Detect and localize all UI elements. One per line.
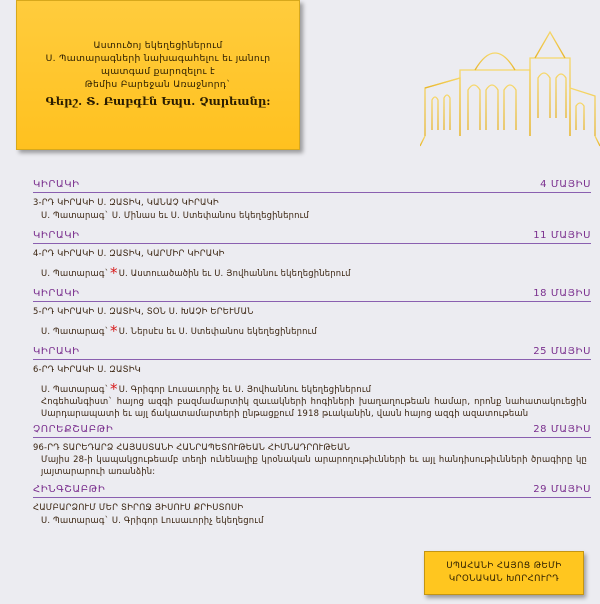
section-header <box>33 178 591 193</box>
schedule-content <box>33 178 591 526</box>
date-label: 4 ՄԱՅԻՍ <box>540 179 591 190</box>
section-subtitle: 6-ՐԴ ԿԻՐԱԿԻ Ս. ԶԱՏԻԿ <box>33 364 142 374</box>
service-label: Ս. Պատարագ` <box>41 326 109 336</box>
date-label: 11 ՄԱՅԻՍ <box>533 230 591 241</box>
service-line <box>33 264 591 282</box>
asterisk-icon: * <box>110 264 118 282</box>
service-label: Ս. Պատարագ` <box>41 210 109 220</box>
service-location: Ս. Ներսէս եւ Ս. Ստեփանոս եկեղեցիներում <box>118 326 317 336</box>
footer-line-1: ՍՊԱՀԱՆԻ ՀԱՅՈՑ ԹԵՄԻ <box>446 561 562 571</box>
footer-line-2: ԿՐՕՆԱԿԱՆ ԽՈՐՀՈՒՐԴ <box>448 574 560 584</box>
section-header <box>33 229 591 244</box>
day-label: ՉՈՐԵՔՇԱԲԹԻ <box>33 424 114 435</box>
service-label: Ս. Պատարագ` <box>41 515 109 525</box>
church-illustration-icon <box>420 18 600 148</box>
memorial-paragraph: Հոգեհանգիստ` հայոց ազգի բազմամարտիկ զաւակների հոգիների խաղաղութեան համար, որոնք նահատակուեցին Սարդարապատի եւ այլ ճակատամարտերի ընթացքում 1918 թւականին, վասն հայոց ազգի ազատութեան <box>41 396 587 418</box>
day-label: ԿԻՐԱԿԻ <box>33 230 80 241</box>
service-label: Ս. Պատարագ` <box>41 268 109 278</box>
service-location: Ս. Գրիգոր Լուսաւորիչ եկեղեցում <box>111 515 264 525</box>
date-label: 18 ՄԱՅԻՍ <box>533 288 591 299</box>
section-subtitle: 4-ՐԴ ԿԻՐԱԿԻ Ս. ԶԱՏԻԿ, ԿԱՐՄԻՐ ԿԻՐԱԿԻ <box>33 248 225 258</box>
service-line <box>33 322 591 340</box>
day-label: ԿԻՐԱԿԻ <box>33 346 80 357</box>
service-location: Ս. Աստուածածին եւ Ս. Յովհաննու եկեղեցիներում <box>118 268 351 278</box>
service-line <box>33 380 591 398</box>
service-label: Ս. Պատարագ` <box>41 384 109 394</box>
section-subtitle: 96-ՐԴ ՏԱՐԵԴԱՐՁ ՀԱՅԱՍՏԱՆԻ ՀԱՆՐԱՊԵՏՈՒԹԵԱՆ ՀԻՄՆԱԴՐՈՒԹԵԱՆ <box>33 442 351 452</box>
asterisk-icon: * <box>110 380 118 398</box>
date-label: 28 ՄԱՅԻՍ <box>533 424 591 435</box>
section-subtitle: 3-ՐԴ ԿԻՐԱԿԻ Ս. ԶԱՏԻԿ, ԿԱՆԱՉ ԿԻՐԱԿԻ <box>33 197 219 207</box>
section-header <box>33 345 591 360</box>
footer-box <box>424 551 584 595</box>
service-line <box>33 209 591 221</box>
bishop-name: Գերշ. Տ. Բաբգէն Եպս. Չարեանը: <box>45 94 271 108</box>
date-label: 29 ՄԱՅԻՍ <box>533 484 591 495</box>
section-header <box>33 483 591 498</box>
day-label: ԿԻՐԱԿԻ <box>33 179 80 190</box>
section-header <box>33 423 591 438</box>
asterisk-icon: * <box>110 322 118 340</box>
section-subtitle: 5-ՐԴ ԿԻՐԱԿԻ Ս. ԶԱՏԻԿ, ՏՕՆ Ս. ԽԱՉԻ ԵՐԵՒՄԱՆ <box>33 306 254 316</box>
section-header <box>33 287 591 302</box>
date-label: 25 ՄԱՅԻՍ <box>533 346 591 357</box>
header-box <box>16 0 300 150</box>
day-label: ՀԻՆԳՇԱԲԹԻ <box>33 484 106 495</box>
service-location: Ս. Գրիգոր Լուսաւորիչ եւ Ս. Յովհաննու եկեղեցիներում <box>118 384 372 394</box>
header-line-3: պատգամ քարոզելու է <box>100 66 216 77</box>
header-line-2: Ս. Պատարագների նախագահելու եւ յանուր <box>45 53 271 64</box>
section-subtitle: ՀԱՄԲԱՐՁՈՒՄ ՄԵՐ ՏԻՐՈՋ ՅԻՍՈՒՍ ՔՐԻՍՏՈՍԻ <box>33 502 244 512</box>
header-line-1: Աստուծոյ եկեղեցիներում <box>93 40 223 51</box>
service-line <box>33 514 591 526</box>
header-line-4: Թեմիս Բարեջան Առաջնորդ` <box>84 79 232 90</box>
service-location: Ս. Մինաս եւ Ս. Ստեփանոս եկեղեցիներում <box>111 210 309 220</box>
announcement-paragraph: Մայիս 28-ի կապակցութեամբ տեղի ունենալիք կրօնական արարողութիւնների եւ այլ հանդիսութիւնների ծրագիրը կը յայտարարուի առանձին: <box>41 454 587 476</box>
day-label: ԿԻՐԱԿԻ <box>33 288 80 299</box>
